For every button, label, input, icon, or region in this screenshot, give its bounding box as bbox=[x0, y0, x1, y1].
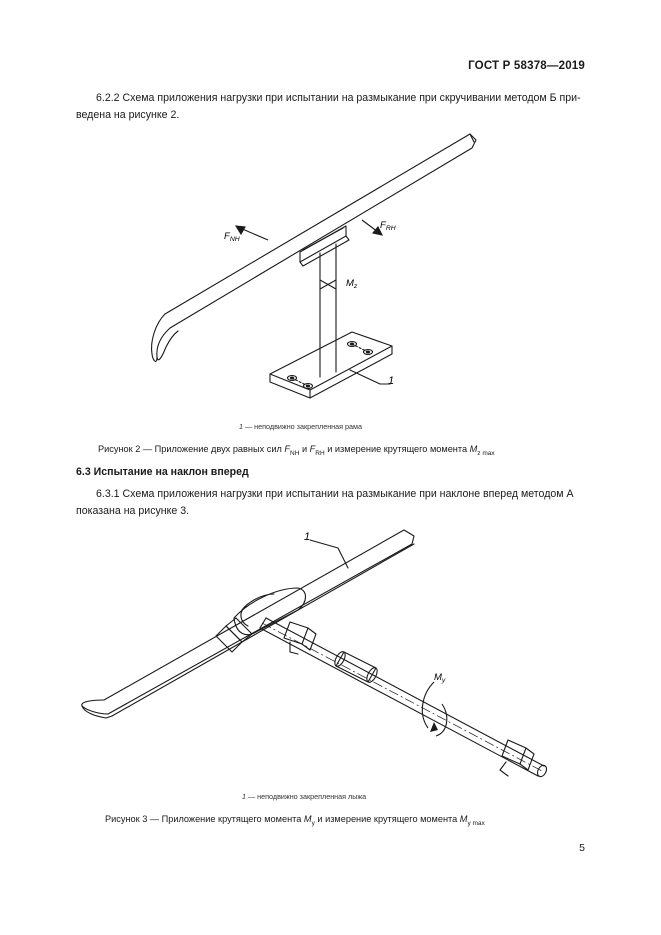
figure-3-drawing bbox=[76, 522, 566, 790]
figure-3-legend: 1 — неподвижно закрепленная лыжа bbox=[242, 792, 367, 801]
document-standard-number: ГОСТ Р 58378—2019 bbox=[468, 60, 585, 72]
moment-my-label: $M_y$ bbox=[434, 672, 446, 684]
force-fnh-label: $F_{NH}$ bbox=[224, 231, 240, 243]
part-number-label: 1 bbox=[388, 375, 395, 387]
paragraph-6-2-2: 6.2.2 Схема приложения нагрузки при испытании на размыкание при скручивании методом Б при-ведена на рисунке 2. bbox=[76, 92, 581, 121]
figure-3-caption: Рисунок 3 — Приложение крутящего момента $M_y$ и измерение крутящего момента $M_{y max}$ bbox=[105, 814, 485, 827]
force-frh-label: $F_{RH}$ bbox=[380, 220, 396, 232]
moment-mz-label: $M_z$ bbox=[346, 278, 358, 290]
figure-2-legend: 1 — неподвижно закрепленная рама bbox=[239, 422, 362, 431]
paragraph-6-3-1: 6.3.1 Схема приложения нагрузки при испытании на размыкание при наклоне вперед методом А показана на рисунке 3. bbox=[76, 488, 574, 517]
page-number: 5 bbox=[579, 842, 585, 854]
part-number-label-fig3: 1 bbox=[304, 531, 311, 543]
section-6-3-heading: 6.3 Испытание на наклон вперед bbox=[76, 466, 249, 478]
figure-2-caption: Рисунок 2 — Приложение двух равных сил $F_{NH}$ и $F_{RH}$ и измерение крутящего момента $M_{z max}$ bbox=[98, 444, 495, 457]
figure-2-drawing bbox=[140, 132, 500, 402]
